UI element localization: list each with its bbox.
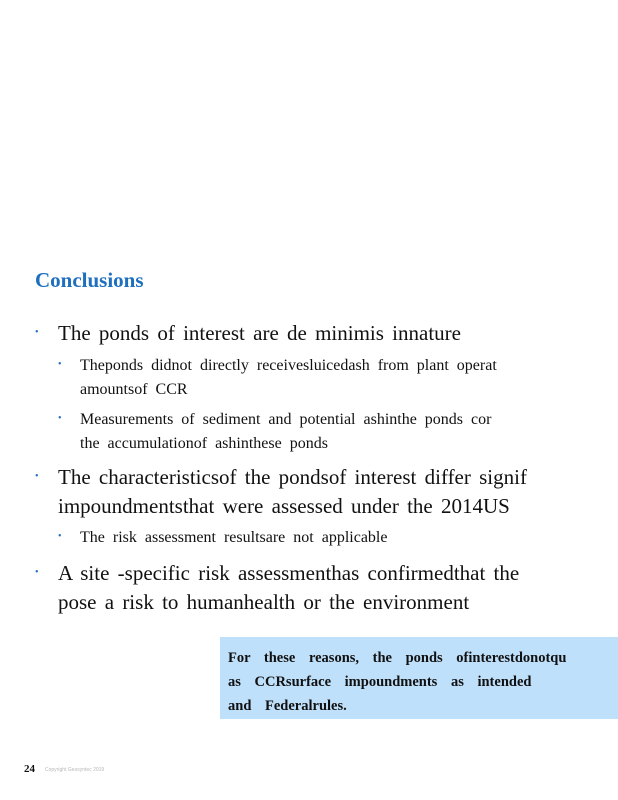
sub-bullet-item: Measurements of sediment and potential ashinthe ponds cor [80, 411, 492, 428]
callout-line: and Federalrules. [228, 698, 347, 714]
callout-text [228, 646, 618, 718]
bullet-item-continued: impoundmentsthat were assessed under the 2014US [58, 494, 510, 518]
conclusion-callout-box [220, 637, 618, 719]
bullet-item: The characteristicsof the pondsof interest differ signif [58, 465, 527, 489]
bullet-marker: • [35, 471, 39, 482]
bullet-item: A site -specific risk assessmenthas confirmedthat the [58, 561, 520, 585]
sub-bullet-marker: • [58, 359, 62, 370]
sub-bullet-marker: • [58, 413, 62, 424]
bullet-marker: • [35, 327, 39, 338]
sub-bullet-item-continued: the accumulationof ashinthese ponds [80, 435, 328, 452]
bullet-item-continued: pose a risk to humanhealth or the environment [58, 590, 470, 614]
bullet-marker: • [35, 567, 39, 578]
slide-title: Conclusions [35, 268, 144, 292]
callout-line: as CCRsurface impoundments as intended [228, 674, 532, 690]
page-number: 24 [24, 763, 35, 775]
callout-line: For these reasons, the ponds ofinterestdonotqu [228, 650, 567, 666]
bullet-item: The ponds of interest are de minimis innature [58, 321, 461, 345]
sub-bullet-item-continued: amountsof CCR [80, 381, 188, 398]
copyright-notice: Copyright Geosyntec 2019 [45, 767, 105, 773]
sub-bullet-marker: • [58, 531, 62, 542]
sub-bullet-item: The risk assessment resultsare not applicable [80, 529, 388, 546]
sub-bullet-item: Theponds didnot directly receivesluicedash from plant operat [80, 357, 497, 374]
